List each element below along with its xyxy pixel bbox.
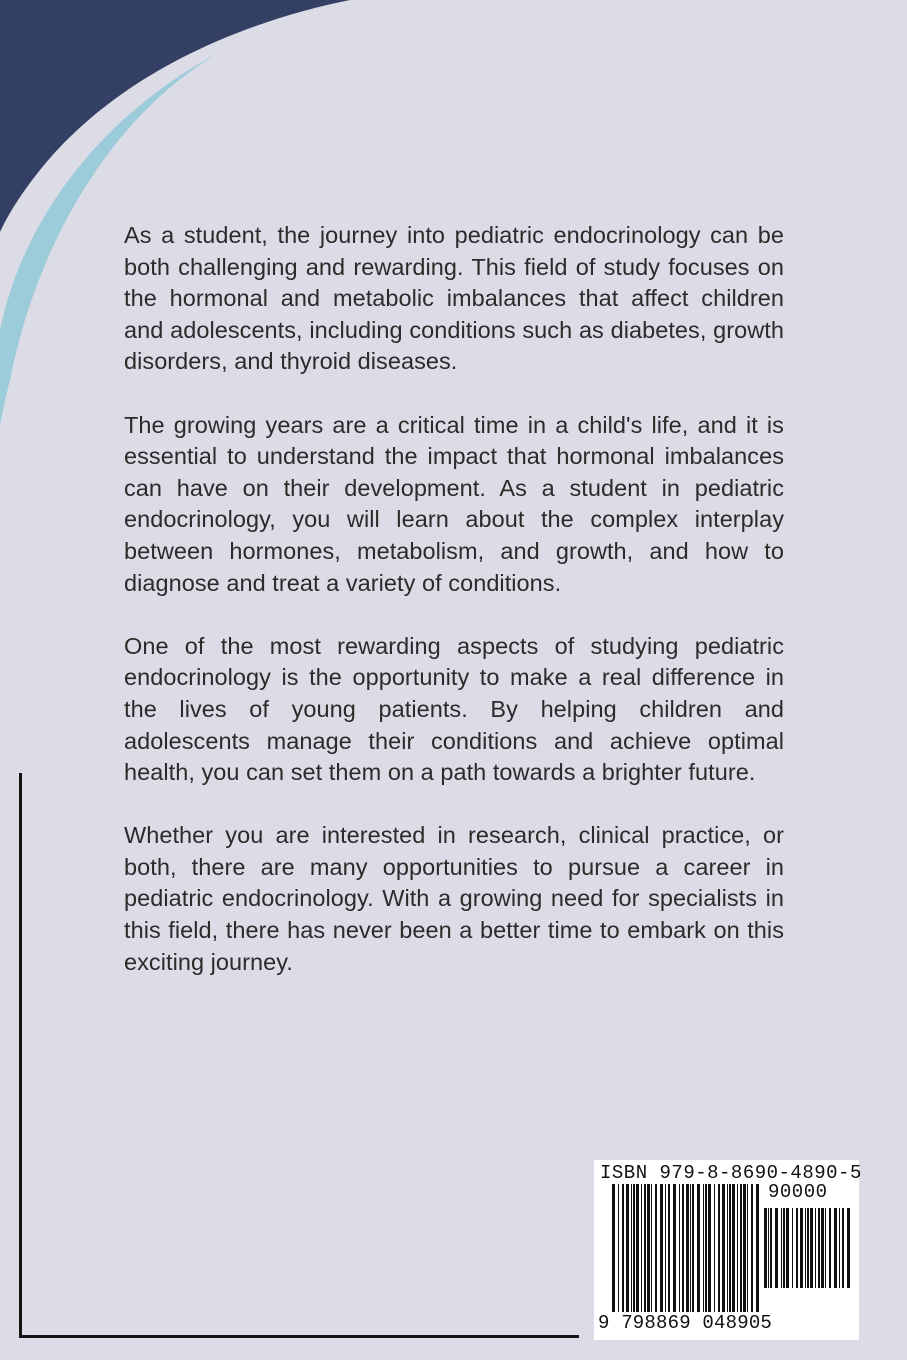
blurb-paragraph-1: As a student, the journey into pediatric endocrinology can be both challenging and rewarding. This field of study focuses on the hormonal and metabolic imbalances that affect children and adolescents, including conditions such as diabetes, growth disorders, and thyroid diseases.	[124, 222, 784, 375]
barcode-bar	[756, 1184, 759, 1312]
barcode-bar	[805, 1208, 806, 1288]
barcode-bar	[786, 1208, 789, 1288]
barcode-bar	[682, 1184, 684, 1312]
barcode-bar	[818, 1208, 820, 1288]
barcode-bar	[655, 1184, 657, 1312]
barcode-bar	[692, 1184, 694, 1312]
barcode-bar	[740, 1184, 742, 1312]
blurb-text	[124, 220, 784, 1010]
barcode-bar	[714, 1184, 715, 1312]
barcode-bar	[737, 1184, 738, 1312]
barcode-bar	[641, 1184, 642, 1312]
barcode-bar	[815, 1208, 816, 1288]
barcode-bar	[747, 1184, 748, 1312]
barcode-bar	[618, 1184, 619, 1312]
barcode-bar	[612, 1184, 615, 1312]
barcode-bar	[775, 1208, 778, 1288]
navy-swoosh	[0, 0, 350, 232]
barcode-bar	[829, 1208, 831, 1288]
barcode-bar	[727, 1184, 728, 1312]
barcode-bar	[673, 1184, 676, 1312]
barcode-bar	[839, 1208, 840, 1288]
barcode-bar	[636, 1184, 639, 1312]
barcode-bar	[751, 1184, 753, 1312]
barcode-bar	[792, 1208, 793, 1288]
barcode-bar	[651, 1184, 652, 1312]
barcode-bar	[847, 1208, 850, 1288]
barcode-bar	[796, 1208, 798, 1288]
barcode-bar	[810, 1208, 813, 1288]
barcode-bar	[743, 1184, 746, 1312]
barcode-bar	[626, 1184, 629, 1312]
ean-number: 9 798869 048905	[598, 1312, 773, 1334]
barcode-bar	[834, 1208, 837, 1288]
blurb-paragraph-3: One of the most rewarding aspects of studying pediatric endocrinology is the opportunity to make a real difference in the lives of young patients. By helping children and adolescents manage their conditions and achieve optimal health, you can set them on a path towards a brighter future.	[124, 632, 784, 786]
barcode-bar	[781, 1208, 782, 1288]
barcode-bar	[631, 1184, 632, 1312]
barcode-bar	[668, 1184, 670, 1312]
barcode-bar	[705, 1184, 707, 1312]
barcode-bar	[718, 1184, 720, 1312]
barcode-bar	[679, 1184, 680, 1312]
isbn-label: ISBN 979-8-8690-4890-5	[600, 1162, 862, 1184]
isbn-barcode	[594, 1160, 862, 1340]
blurb-paragraph-2: The growing years are a critical time in a child's life, and it is essential to understand the impact that hormonal imbalances can have on their development. As a student in pediatric endocrinology, you will learn about the complex interplay between hormones, metabolism, and growth, and how to diagnose and treat a variety of conditions.	[124, 411, 784, 596]
barcode-addon-number: 90000	[768, 1181, 828, 1203]
barcode-bar	[842, 1208, 844, 1288]
barcode-bar	[729, 1184, 731, 1312]
barcode-bar	[665, 1184, 666, 1312]
barcode-bar	[690, 1184, 691, 1312]
barcode-bar	[770, 1208, 772, 1288]
barcode-bar	[807, 1208, 809, 1288]
barcode-bar	[764, 1208, 767, 1288]
barcode-bar	[660, 1184, 663, 1312]
barcode-bar	[783, 1208, 785, 1288]
barcode-bar	[686, 1184, 689, 1312]
barcode-bar	[732, 1184, 735, 1312]
barcode-bar	[644, 1184, 646, 1312]
barcode-bar	[708, 1184, 711, 1312]
barcode-bar	[647, 1184, 650, 1312]
barcode-bar	[622, 1184, 624, 1312]
barcode-bar	[697, 1184, 700, 1312]
barcode-bar	[800, 1208, 803, 1288]
barcode-bar	[821, 1208, 824, 1288]
barcode-bar	[633, 1184, 635, 1312]
barcode-bar	[722, 1184, 725, 1312]
barcode-bar	[768, 1208, 769, 1288]
blurb-paragraph-4: Whether you are interested in research, clinical practice, or both, there are many opportunities to pursue a career in pediatric endocrinology. With a growing need for specialists in this field, there has never been a better time to embark on this exciting journey.	[124, 822, 784, 975]
barcode-bar	[825, 1208, 826, 1288]
frame-line-vertical	[19, 773, 22, 1338]
frame-line-horizontal	[19, 1335, 579, 1338]
barcode-bar	[703, 1184, 704, 1312]
